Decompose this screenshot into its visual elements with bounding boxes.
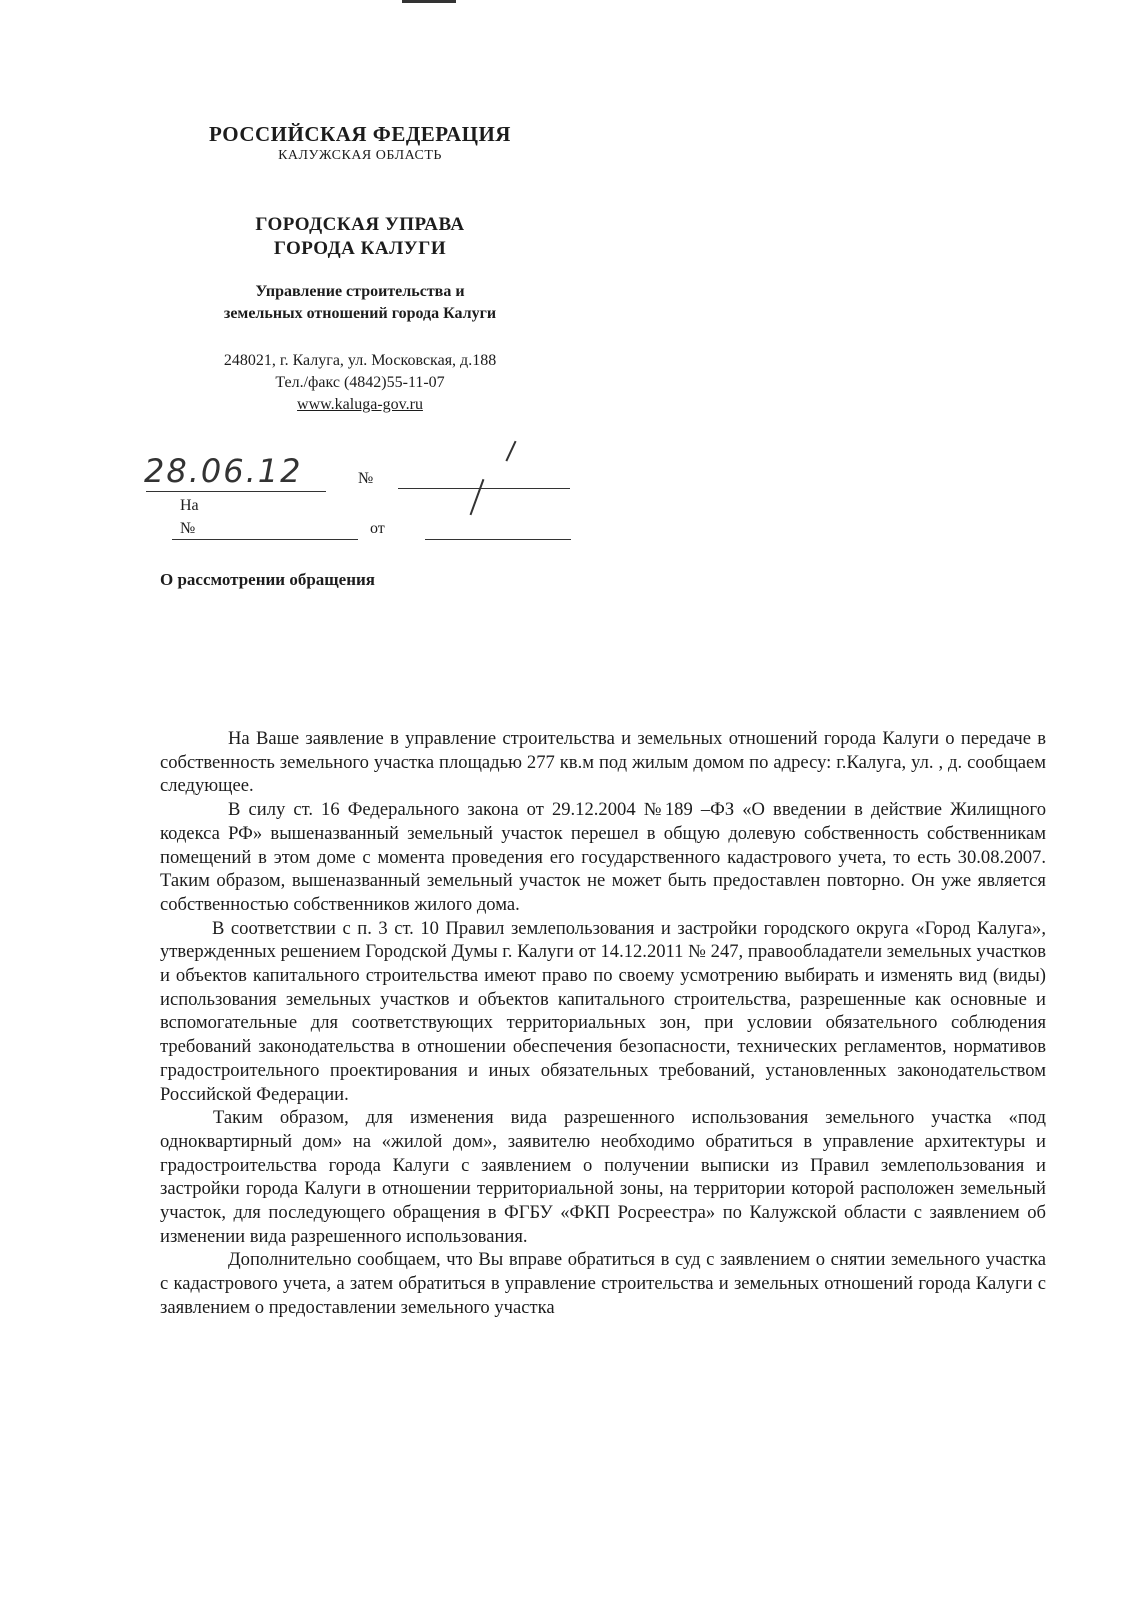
handwritten-mark [505, 441, 516, 462]
from-underline [425, 539, 571, 540]
header-country: РОССИЙСКАЯ ФЕДЕРАЦИЯ [209, 122, 511, 146]
body-paragraph-2: В силу ст. 16 Федерального закона от 29.12.2004 №189 –ФЗ «О введении в действие Жилищного кодекса РФ» вышеназванный земельный участок перешел в общую долевую собственность собственникам помещений в этом доме с момента проведения его государственного кадастрового учета, то есть 30.08.2007. Таким образом, вышеназванный земельный участок не может быть предоставлен повторно. Он уже является собственностью собственников жилого дома. [160, 799, 1046, 915]
body-paragraph-3: В соответствии с п. 3 ст. 10 Правил землепользования и застройки городского округа «Город Калуга», утвержденных решением Городской Думы г. Калуги от 14.12.2011 № 247, правообладатели земельных участков и объектов капитального строительства имеют право по своему усмотрению выбирать и изменять вид (виды) использования земельных участков и объектов капитального строительства, разрешенные как основные и вспомогательные для соответствующих территориальных зон, при условии обязательного соблюдения требований законодательства в отношении обеспечения безопасности, технических регламентов, нормативов градостроительного проектирования и иных обязательных требований, установленных законодательством Российской Федерации. [160, 917, 1046, 1105]
body-paragraph-5: Дополнительно сообщаем, что Вы вправе обратиться в суд с заявлением о снятии земельного участка с кадастрового учета, а затем обратиться в управление строительства и земельных отношений города Калуги с заявлением о предоставлении земельного участка [160, 1249, 1046, 1318]
ref-number-underline [172, 539, 358, 540]
header-address: 248021, г. Калуга, ул. Московская, д.188 [223, 352, 497, 369]
header-dept-line1: Управление строительства и [255, 283, 465, 300]
header-org-line2: ГОРОДА КАЛУГИ [273, 238, 447, 259]
number-label: № [358, 470, 374, 487]
ref-number-label: № [180, 520, 196, 537]
header-website-link[interactable]: www.kaluga-gov.ru [297, 396, 423, 413]
header-org-line1: ГОРОДСКАЯ УПРАВА [255, 214, 465, 235]
body-paragraph-1: На Ваше заявление в управление строительства и земельных отношений города Калуги о передаче в собственность земельного участка площадью 277 кв.м под жилым домом по адресу: г.Калуга, ул. , д. сообщаем следующее. [160, 728, 1046, 797]
letter-body [160, 727, 1046, 1320]
handwritten-mark [470, 479, 484, 515]
on-label: На [180, 497, 199, 514]
from-label: от [370, 520, 385, 537]
date-underline [146, 491, 326, 492]
body-paragraph-4: Таким образом, для изменения вида разрешенного использования земельного участка «под одноквартирный дом» на «жилой дом», заявителю необходимо обратиться в управление архитектуры и градостроительства города Калуги с заявлением о получении выписки из Правил землепользования и застройки города Калуги в отношении территориальной зоны, на территории которой расположен земельный участок, для последующего обращения в ФГБУ «ФКП Росреестра» по Калужской области с заявлением об изменении вида разрешенного использования. [160, 1107, 1046, 1247]
handwritten-date: 28.06.12 [144, 452, 303, 490]
letter-subject: О рассмотрении обращения [160, 570, 375, 589]
header-phone: Тел./факс (4842)55-11-07 [275, 374, 445, 391]
header-region: КАЛУЖСКАЯ ОБЛАСТЬ [278, 148, 442, 163]
number-underline [398, 488, 570, 489]
scan-top-mark [402, 0, 456, 3]
header-dept-line2: земельных отношений города Калуги [223, 305, 497, 322]
